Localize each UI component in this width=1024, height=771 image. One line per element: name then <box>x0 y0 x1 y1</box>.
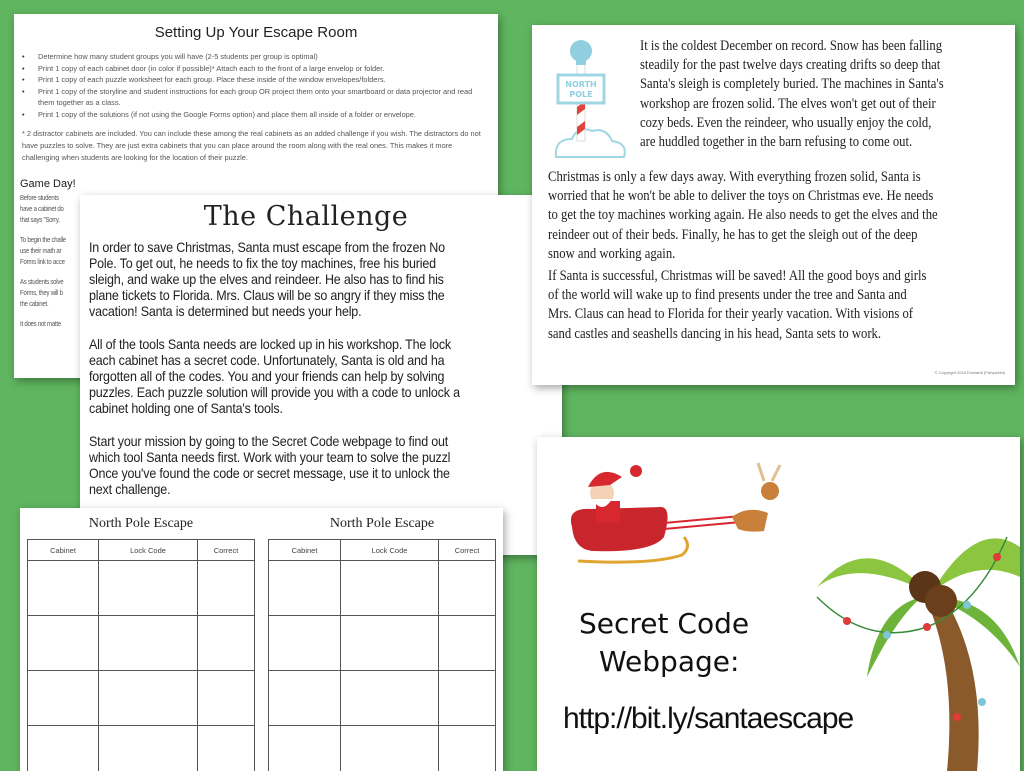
secret-code-page <box>537 437 1020 771</box>
distractor-note: * 2 distractor cabinets are included. You can include these among the real cabinets as an added challenge if you wish. The distractors do not have puzzles to solve. They are just extra cabinets that you can place around the room along with the real ones. This makes it more challenging when students are looking for the location of their puzzle. <box>22 129 481 162</box>
setup-bullet: • Print 1 copy of each puzzle worksheet for each group. Place these inside of the window envelopes/folders. <box>22 74 488 86</box>
story-paragraph-2 <box>548 168 938 264</box>
answer-sheet-title: North Pole Escape <box>329 516 435 531</box>
game-day-text: the cabinet. <box>20 299 49 308</box>
column-header: Lock Code <box>341 540 439 561</box>
table-row <box>269 726 496 771</box>
setup-bullet: • Print 1 copy of each cabinet door (in color if possible)* Attach each to the front of a large envelop or folder. <box>22 63 488 75</box>
column-header: Correct <box>198 540 255 561</box>
secret-code-heading: Webpage: <box>599 645 740 678</box>
table-row <box>269 561 496 616</box>
setup-bullet: • Print 1 copy of the storyline and student instructions for each group OR project them onto your smartboard or data projector and read them together as a class. <box>22 86 488 109</box>
setup-title: Setting Up Your Escape Room <box>154 24 358 41</box>
answer-sheet-title: North Pole Escape <box>88 516 194 531</box>
setup-bullet: • Print 1 copy of the solutions (if not using the Google Forms option) and place them all inside of a folder or envelope. <box>22 109 488 121</box>
story-line: cozy beds. Even the reindeer, who usually enjoy the cold, <box>640 114 932 131</box>
story-paragraph-1 <box>640 37 944 152</box>
column-header: Correct <box>439 540 496 561</box>
story-line: It is the coldest December on record. Snow has been falling <box>640 38 943 54</box>
game-day-text: Forms, they will b <box>20 288 63 297</box>
santa-sleigh-icon <box>552 457 792 577</box>
story-line: Santa's sleigh is completely buried. The machines in Santa's <box>640 76 944 93</box>
copyright-text: © Copyright 2018 Eckhardt (Fishyrubbl) <box>934 370 1005 375</box>
challenge-paragraph: In order to save Christmas, Santa must escape from the frozen No Pole. To get out, he needs to fix the toy machines, free his buried sleigh, and wake up the elves and reindeer. He also has to find his plane tickets to Florida. Mrs. Claus will be so angry if they miss the vacation! Santa is determined but needs your help. <box>89 240 445 319</box>
table-row <box>28 726 255 771</box>
challenge-paragraph: All of the tools Santa needs are locked up in his workshop. The lock each cabinet has a secret code. Unfortunately, Santa is old and ha forgotten all of the codes. You and your friends can help by solving puzzles. Each puzzle solution will provide you with a code to unlock a cabinet holding one of Santa's tools. <box>89 337 460 416</box>
secret-code-url[interactable]: http://bit.ly/santaescape <box>563 702 854 735</box>
sign-text: NORTH <box>565 80 597 89</box>
story-line: Christmas is only a few days away. With everything frozen solid, Santa is <box>548 169 921 185</box>
challenge-page <box>80 195 562 555</box>
sign-text: POLE <box>569 90 593 99</box>
story-paragraph-3 <box>548 267 926 344</box>
game-day-text: that says "Sorry, <box>20 215 60 224</box>
setup-bullet: • Determine how many student groups you will have (2-5 students per group is optimal) <box>22 51 488 63</box>
game-day-text: use their math ar <box>20 246 62 255</box>
secret-code-heading: Secret Code <box>579 607 750 640</box>
answer-table <box>27 539 255 771</box>
story-line: are huddled together in the barn refusing to come out. <box>640 134 913 151</box>
column-header: Lock Code <box>99 540 198 561</box>
challenge-paragraph: Start your mission by going to the Secret Code webpage to find out which tool Santa needs first. Work with your team to solve the puzzl Once you've found the code or secret message, use it to unlock the next challenge. <box>89 434 451 497</box>
storyline-page <box>532 25 1015 385</box>
story-line: reindeer out of their beds. Finally, he has to get the sleigh out of the deep <box>548 226 918 243</box>
game-day-text: have a cabinet do <box>20 204 64 213</box>
story-line: steadily for the past twelve days creating drifts so deep that <box>640 57 941 74</box>
game-day-heading: Game Day! <box>20 178 76 190</box>
north-pole-sign-icon <box>550 35 630 165</box>
table-row <box>28 616 255 671</box>
game-day-text: To begin the challe <box>20 235 66 244</box>
game-day-text: Forms link to acce <box>20 257 65 266</box>
answer-table <box>268 539 496 771</box>
story-line: of the world will wake up to find presents under the tree and Santa and <box>548 287 907 304</box>
table-row <box>269 616 496 671</box>
column-header: Cabinet <box>28 540 99 561</box>
story-line: workshop are frozen solid. The elves won't get out of their <box>640 95 936 112</box>
table-row <box>269 671 496 726</box>
table-row <box>28 561 255 616</box>
challenge-title: The Challenge <box>203 201 409 232</box>
game-day-text: Before students <box>20 193 59 202</box>
story-line: worried that he won't be able to deliver the toys on Christmas eve. He needs <box>548 188 934 205</box>
column-header: Cabinet <box>269 540 341 561</box>
story-line: sand castles and seashells dancing in his head, Santa sets to work. <box>548 325 882 342</box>
game-day-text: As students solve <box>20 277 64 286</box>
story-line: Mrs. Claus can head to Florida for their yearly vacation. With visions of <box>548 306 914 323</box>
table-row <box>28 671 255 726</box>
setup-bullets <box>14 51 488 120</box>
story-line: to get the toy machines working again. He also needs to get the elves and the <box>548 207 938 224</box>
story-line: If Santa is successful, Christmas will be saved! All the good boys and girls <box>548 268 927 284</box>
story-line: snow and working again. <box>548 245 676 262</box>
game-day-text: It does not matte <box>20 319 61 328</box>
answer-sheet-page <box>20 508 503 771</box>
